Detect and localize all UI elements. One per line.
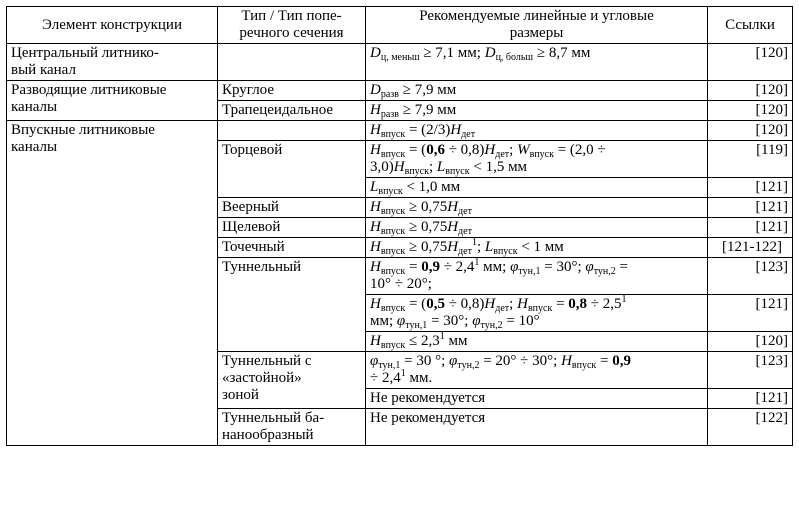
table-row — [7, 121, 793, 141]
cell-type-tunnel-dead: Туннельный с «застойной» зоной — [218, 352, 366, 409]
cell-type-slit: Щелевой — [218, 218, 366, 238]
cell-element-central: Центральный литнико- вый канал — [7, 44, 218, 81]
cell-ref: [121] — [708, 178, 793, 198]
cell-type-pin: Точечный — [218, 238, 366, 258]
cell-dims-central: $D_{ц, меньш} \ge 7,1$ мм; $D_{ц, больш} \ge 8,7$ мм — [366, 44, 708, 81]
header-refs: Ссылки — [708, 7, 793, 44]
cell-ref: [123] — [708, 258, 793, 295]
header-element: Элемент конструкции — [7, 7, 218, 44]
cell-ref: [119] — [708, 141, 793, 178]
cell-element-gates: Впускные литниковые каналы — [7, 121, 218, 446]
cell-element-runners: Разводящие литниковые каналы — [7, 81, 218, 121]
cell-type-tunnel: Туннельный — [218, 258, 366, 352]
cell-ref: [121] — [708, 198, 793, 218]
cell-dims-banana: Не рекомендуется — [366, 409, 708, 446]
cell-dims-tunnel-dead-2: Не рекомендуется — [366, 389, 708, 409]
cell-type-empty — [218, 44, 366, 81]
cell-ref: [123] — [708, 352, 793, 389]
cell-ref: [120] — [708, 101, 793, 121]
cell-ref: [122] — [708, 409, 793, 446]
header-type: Тип / Тип попе- речного сечения — [218, 7, 366, 44]
cell-type-banana: Туннельный ба- нанообразный — [218, 409, 366, 446]
table-header-row — [7, 7, 793, 44]
table-row — [7, 81, 793, 101]
cell-dims-tunnel-dead-1: $\varphi_{тун,1} = 30$ °; $\varphi_{тун,2} = 20^\circ \div 30^\circ$; $H_{впуск} = 0,9$ ÷ $2,4^1$ мм. — [366, 352, 708, 389]
cell-ref: [121-122] — [708, 238, 793, 258]
cell-dims-trap: $H_{разв} \ge 7,9$ мм — [366, 101, 708, 121]
cell-dims-tunnel-3: $H_{впуск} \le 2,3^1$ мм — [366, 332, 708, 352]
cell-type-empty — [218, 121, 366, 141]
cell-ref: [121] — [708, 295, 793, 332]
cell-dims-edge-1: $H_{впуск} = (0,6 \div 0,8)H_{дет}$; $W_{впуск} = (2,0$ ÷ $3,0)H_{впуск}$; $L_{впуск} < 1,5$ мм — [366, 141, 708, 178]
cell-ref: [121] — [708, 218, 793, 238]
cell-dims-fan: $H_{впуск} \ge 0,75H_{дет}$ — [366, 198, 708, 218]
cell-type-trap: Трапецеидальное — [218, 101, 366, 121]
cell-type-fan: Веерный — [218, 198, 366, 218]
cell-dims-edge-2: $L_{впуск} < 1,0$ мм — [366, 178, 708, 198]
cell-dims-general: $H_{впуск} = (2/3)H_{дет}$ — [366, 121, 708, 141]
cell-ref: [120] — [708, 121, 793, 141]
table-row — [7, 44, 793, 81]
cell-dims-tunnel-2: $H_{впуск} = (0,5 \div 0,8)H_{дет}$; $H_{впуск} = 0,8 \div 2,5^1$ мм; $\varphi_{тун,1} = 30^\circ$; $\varphi_{тун,2} = 10^\circ$ — [366, 295, 708, 332]
cell-ref: [121] — [708, 389, 793, 409]
cell-type-round: Круглое — [218, 81, 366, 101]
cell-dims-pin: $H_{впуск} \ge 0,75H_{дет}^1$; $L_{впуск} < 1$ мм — [366, 238, 708, 258]
cell-dims-tunnel-1: $H_{впуск} = 0,9 \div 2,4^1$ мм; $\varphi_{тун,1} = 30^\circ$; $\varphi_{тун,2}$ = 10° ÷ 20°; — [366, 258, 708, 295]
header-dims: Рекомендуемые линейные и угловые размеры — [366, 7, 708, 44]
cell-dims-round: $D_{разв} \ge 7,9$ мм — [366, 81, 708, 101]
cell-ref: [120] — [708, 81, 793, 101]
cell-dims-slit: $H_{впуск} \ge 0,75H_{дет}$ — [366, 218, 708, 238]
gate-dimensions-table — [6, 6, 793, 446]
cell-ref: [120] — [708, 332, 793, 352]
cell-ref: [120] — [708, 44, 793, 81]
cell-type-edge: Торцевой — [218, 141, 366, 198]
